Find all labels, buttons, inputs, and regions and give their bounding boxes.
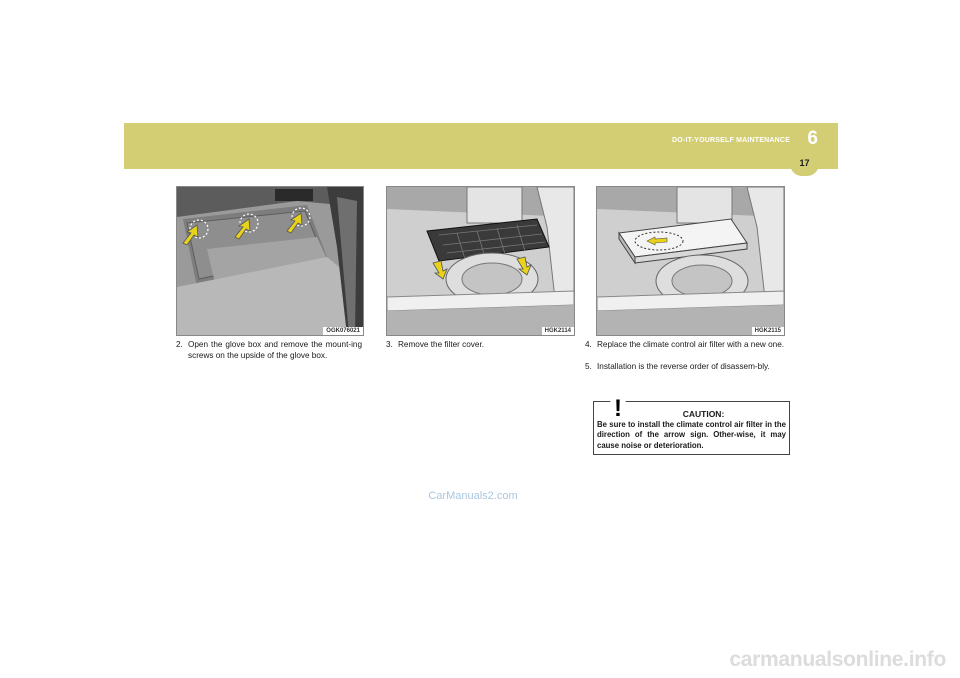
step-text: Open the glove box and remove the mount-ing screws on the upside of the glove box. [188, 340, 362, 360]
step-number: 4. [585, 340, 592, 349]
caution-title: CAUTION: [682, 409, 725, 419]
caution-box [593, 395, 790, 455]
caution-text: Be sure to install the climate control air filter in the direction of the arrow sign. Other-wise, it may cause noise or deterioration. [597, 420, 786, 450]
step-3 [386, 340, 573, 351]
watermark-link[interactable]: CarManuals2.com [428, 490, 518, 502]
warning-symbol: ! [614, 395, 622, 420]
step-2 [176, 340, 362, 361]
page-number: 17 [799, 158, 810, 168]
step-number: 3. [386, 340, 393, 349]
chapter-number: 6 [807, 128, 818, 149]
glove-box-screws-photo [176, 186, 364, 336]
step-4 [585, 340, 788, 351]
site-watermark: carmanualsonline.info [729, 648, 946, 671]
page-tab [790, 152, 819, 176]
step-number: 2. [176, 340, 183, 349]
step-text: Replace the climate control air filter with a new one. [597, 340, 785, 349]
photo-code: OGK076021 [323, 327, 363, 335]
filter-cover-photo [386, 186, 575, 336]
section-title: DO-IT-YOURSELF MAINTENANCE [672, 137, 790, 144]
step-text: Remove the filter cover. [398, 340, 485, 349]
photo-code: HGK2114 [542, 327, 574, 335]
step-5 [585, 362, 788, 373]
header-band [124, 123, 838, 169]
step-number: 5. [585, 362, 592, 371]
photo-code: HGK2115 [752, 327, 784, 335]
step-text: Installation is the reverse order of disassem-bly. [597, 362, 770, 371]
air-filter-photo [596, 186, 785, 336]
